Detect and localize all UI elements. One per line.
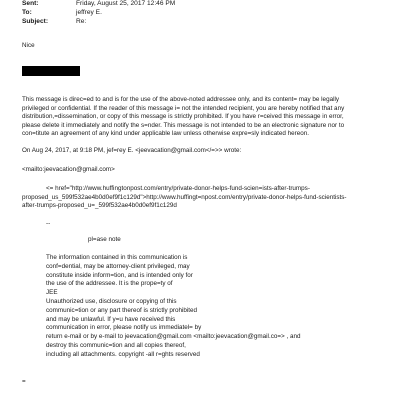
footer-line: communic=tion or any part thereof is strictly prohibited	[46, 306, 198, 314]
disclaimer-line: privileged or confidential. If the reader of this message i= not the intended recipient, you are hereby notified that any	[22, 104, 345, 112]
subject-label: Subject:	[22, 18, 49, 25]
to-value: jeffrey E.	[76, 9, 102, 16]
disclaimer-line: please delete it immediately and notify the s=nder. This message is not intended to be an electronic signature nor to	[22, 121, 345, 129]
subject-row	[22, 18, 86, 26]
footer-line: return e-mail or by e-mail to jeevacation@gmail.com <mailto:jeevacation@gmail.co=> , and	[46, 333, 301, 341]
footer-line: the use of the addressee. It is the prope=ty of	[46, 280, 173, 288]
quote-intro: On Aug 24, 2017, at 9:18 PM, jef=rey E. <jeevacation@gmail.com</=>> wrote:	[22, 147, 242, 154]
sent-label: Sent:	[22, 0, 39, 7]
subject-value: Re:	[76, 18, 87, 25]
disclaimer-line: This message is direc=ed to and is for the use of the above-noted addressee only, and its content= may be legally	[22, 96, 340, 103]
disclaimer-line: distribution,=dissemination, or copy of this message is strictly prohibited. If you have r=ceived this message in error,	[22, 113, 344, 121]
footer-line: communication in error, please notify us immediatel= by	[46, 324, 202, 332]
mailto-link[interactable]: <mailto:jeevacation@gmail.com>	[22, 166, 115, 173]
footer-line: and may be unlawful. If y=u have received this	[46, 315, 176, 323]
footer-line: The information contained in this communication is	[46, 254, 188, 261]
sent-row	[22, 0, 175, 8]
footer-line: conf=dential, may be attorney-client privileged, may	[46, 262, 190, 270]
footer-line: Unauthorized use, disclosure or copying of this	[46, 298, 177, 305]
disclaimer-line: con=titute an agreement of any kind under applicable law unless otherwise expre=sly indicated hereon.	[22, 130, 310, 138]
to-row	[22, 9, 102, 17]
redaction-block	[22, 66, 80, 76]
trailing-equals: =	[22, 378, 26, 385]
greeting: Nice	[22, 42, 35, 49]
footer-line: constitute inside inform=tion, and is intended only for	[46, 271, 193, 279]
to-label: To:	[22, 9, 32, 16]
sent-value: Friday, August 25, 2017 12:46 PM	[76, 0, 176, 7]
separator-dash: --	[46, 220, 51, 227]
href-line[interactable]: after-trumps-proposed_u=_599f532ae4b0d0ef9f1c129d	[22, 202, 177, 210]
footer-line: destroy this communic=tion and all copies thereof,	[46, 342, 186, 349]
footer-line: JEE	[46, 289, 58, 297]
href-line[interactable]: <= href="http://www.huffingtonpost.com/entry/private-donor-helps-fund-scien=ists-after-trumps-	[46, 185, 310, 192]
footer-line: including all attachments. copyright -all r=ghts reserved	[46, 350, 200, 358]
please-note: pl=ase note	[88, 236, 121, 243]
href-line[interactable]: proposed_us_599f532ae4b0d0ef9f1c129d">http://www.huffingt=npost.com/entry/private-donor-helps-fund-scientists-	[22, 193, 347, 201]
